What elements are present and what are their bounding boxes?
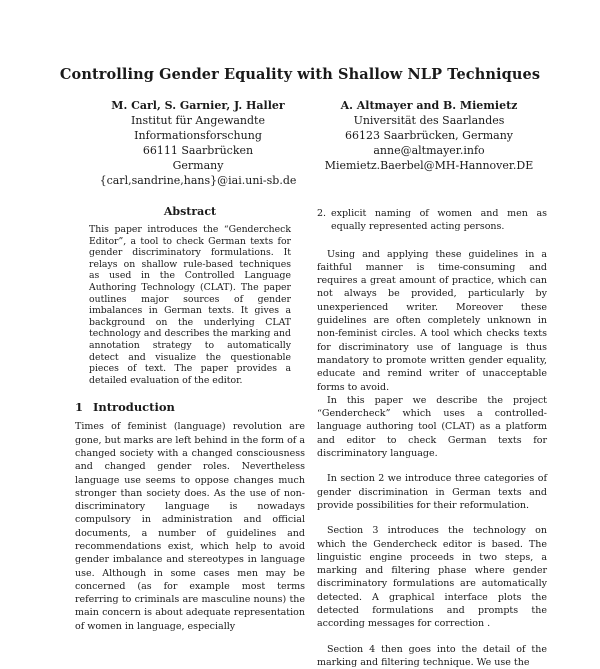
affiliation-line: Germany bbox=[172, 159, 224, 172]
paper-title: Controlling Gender Equality with Shallow NLP Techniques bbox=[59, 66, 541, 83]
body-paragraph: In this paper we describe the project “Gendercheck” which uses a controlled-language authoring tool (CLAT) as a platform and editor to check German texts for discriminatory language. bbox=[317, 394, 547, 460]
author-email: anne@altmayer.info bbox=[373, 144, 485, 157]
section-heading-introduction bbox=[75, 400, 305, 414]
body-paragraph: Section 3 introduces the technology on which the Gendercheck editor is based. The linguistic engine proceeds in two steps, a marking and filtering phase where gender discriminatory formulations are automatically detected. A graphical interface plots the detected formulations and prompts the according messages for correction . bbox=[317, 525, 547, 630]
author-email: {carl,sandrine,hans}@iai.uni-sb.de bbox=[99, 174, 297, 187]
author-names-right: A. Altmayer and B. Miemietz bbox=[340, 99, 518, 112]
section-number: 1 bbox=[75, 400, 84, 415]
list-item-number: 2. bbox=[317, 208, 327, 219]
list-item-text: explicit naming of women and men as equally represented acting persons. bbox=[331, 208, 547, 233]
affiliation-line: 66123 Saarbrücken, Germany bbox=[344, 129, 514, 142]
body-paragraph: Section 4 then goes into the detail of the marking and filtering technique. We use the bbox=[317, 643, 547, 668]
author-block-right bbox=[318, 98, 540, 173]
abstract-text: This paper introduces the “Gendercheck Editor”, a tool to check German texts for gender discriminatory formulations. It relays on shallow rule-based techniques as used in the Controlled Language Authoring Technology (CLAT). The paper outlines major sources of gender imbalances in German texts. It gives a background on the underlying CLAT technology and describes the marking and annotation strategy to automatically detect and visualize the questionable pieces of text. The paper provides a detailed evaluation of the editor. bbox=[89, 224, 291, 386]
affiliation-line: Universität des Saarlandes bbox=[353, 114, 505, 127]
abstract-heading: Abstract bbox=[163, 205, 217, 218]
body-paragraph: In section 2 we introduce three categories of gender discrimination in German texts and provide possibilities for their reformulation. bbox=[317, 473, 547, 511]
affiliation-line: Institut für Angewandte Informationsforschung bbox=[131, 114, 265, 142]
list-item bbox=[317, 207, 547, 234]
affiliation-line: 66111 Saarbrücken bbox=[142, 144, 254, 157]
body-paragraph: Using and applying these guidelines in a faithful manner is time-consuming and requires a great amount of practice, which can not always be provided, particularly by unexperienced writer. Moreover these guidelines are often completely unknown in non-feminist circles. A tool which checks texts for discriminatory use of language is thus mandatory to promote written gender equality, educate and remind writer of unacceptable forms to avoid. bbox=[317, 248, 547, 393]
author-email: Miemietz.Baerbel@MH-Hannover.DE bbox=[324, 159, 534, 172]
author-names-left: M. Carl, S. Garnier, J. Haller bbox=[111, 99, 285, 112]
left-column bbox=[75, 205, 305, 633]
introduction-paragraph: Times of feminist (language) revolution are gone, but marks are left behind in the form of a changed society with a changed consciousness and changed gender roles. Nevertheless language use seems to oppose changes much stronger than society does. As the use of non-discriminatory language is nowadays compulsory in administration and official documents, a number of guidelines and recommendations exist, which help to avoid gender imbalance and stereotypes in language use. Although in some cases men may be concerned (as for example most terms referring to criminals are masculine nouns) the main concern is about adequate representation of women in language, especially bbox=[75, 421, 305, 632]
author-block-left bbox=[78, 98, 318, 188]
section-title: Introduction bbox=[93, 400, 175, 415]
